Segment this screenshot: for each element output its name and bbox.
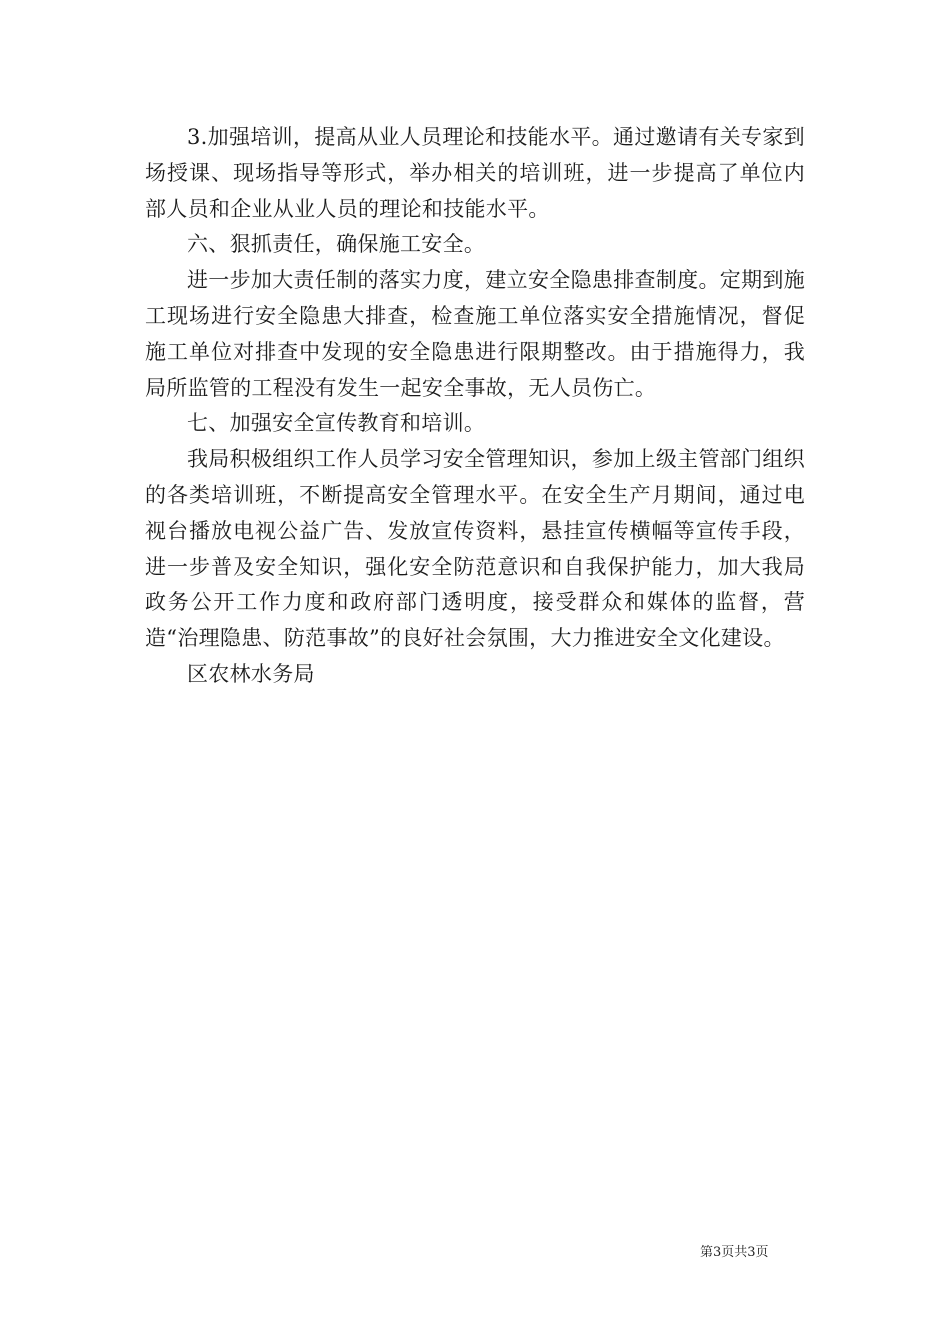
paragraph-training: 3.加强培训，提高从业人员理论和技能水平。通过邀请有关专家到场授课、现场指导等形式，举办相关的培训班，进一步提高了单位内部人员和企业从业人员的理论和技能水平。	[145, 125, 805, 221]
heading-section-six: 六、狠抓责任，确保施工安全。	[187, 232, 486, 257]
document-body	[145, 120, 805, 693]
signature-organization: 区农林水务局	[187, 661, 315, 686]
page-number: 第3页共3页	[700, 1245, 769, 1260]
paragraph-responsibility: 进一步加大责任制的落实力度，建立安全隐患排查制度。定期到施工现场进行安全隐患大排查，检查施工单位落实安全措施情况，督促施工单位对排查中发现的安全隐患进行限期整改。由于措施得力，我局所监管的工程没有发生一起安全事故，无人员伤亡。	[145, 268, 805, 400]
heading-section-seven: 七、加强安全宣传教育和培训。	[187, 411, 486, 436]
paragraph-safety-education: 我局积极组织工作人员学习安全管理知识，参加上级主管部门组织的各类培训班，不断提高安全管理水平。在安全生产月期间，通过电视台播放电视公益广告、发放宣传资料，悬挂宣传横幅等宣传手段，进一步普及安全知识，强化安全防范意识和自我保护能力，加大我局政务公开工作力度和政府部门透明度，接受群众和媒体的监督，营造“治理隐患、防范事故”的良好社会氛围，大力推进安全文化建设。	[145, 447, 805, 651]
